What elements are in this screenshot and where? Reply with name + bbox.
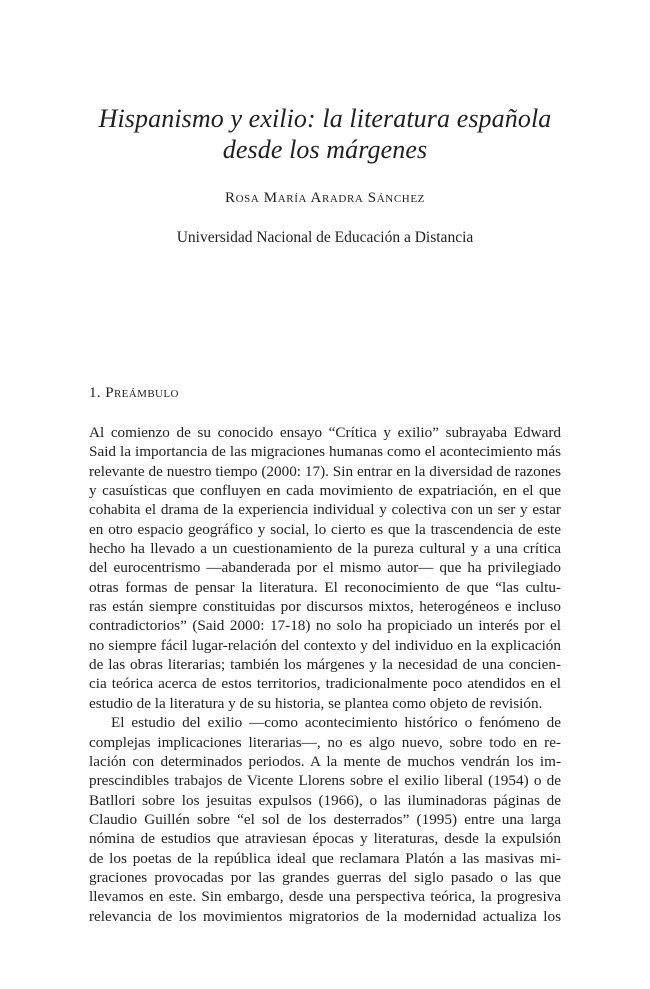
text-line: llevamos en este. Sin embargo, desde una perspectiva teórica, la progresiva [89,888,561,906]
text-line: complejas implicaciones literarias—, no es algo nuevo, sobre todo en re- [89,733,561,751]
text-line: estudio de la literatura y de su historia, se plantea como objeto de revisión. [89,694,543,712]
text-line: cohabita el drama de la experiencia individual y colectiva con un ser y estar [89,501,561,519]
text-line: de los poetas de la república ideal que reclamara Platón a las masivas mi- [89,849,561,867]
text-line: ras están siempre constituidas por discursos mixtos, heterogéneos e incluso [89,598,561,616]
text-line: nómina de estudios que atraviesan épocas y literaturas, desde la expulsión [89,830,561,848]
article-title-line-1: Hispanismo y exilio: la literatura española [98,104,552,133]
text-line: no siempre fácil lugar-relación del contexto y del individuo en la explicación [89,636,561,654]
text-line: Al comienzo de su conocido ensayo “Crítica y exilio” subrayaba Edward [89,424,561,441]
body-text [89,423,561,926]
text-line: contradictorios” (Said 2000: 17-18) no solo ha propiciado un interés por el [89,617,561,635]
text-line: graciones provocadas por las grandes guerras del siglo pasado o las que [89,868,561,886]
text-line: prescindibles trabajos de Vicente Llorens sobre el exilio liberal (1954) o de [89,772,561,790]
text-line: cia teórica acerca de estos territorios, tradicionalmente poco atendidos en el [89,675,561,693]
text-line: en otro espacio geográfico y social, lo cierto es que la trascendencia de este [89,520,561,538]
text-line: lación con determinados periodos. A la mente de muchos vendrán los im- [89,752,561,770]
text-line: del eurocentrismo —abanderada por el mismo autor— que ha privilegiado [89,559,561,577]
author-affiliation: Universidad Nacional de Educación a Distancia [176,229,474,246]
text-line: Claudio Guillén sobre “el sol de los desterrados” (1995) entre una larga [89,810,561,828]
author-name: Rosa María Aradra Sánchez [225,190,425,206]
text-line: Said la importancia de las migraciones humanas como el acontecimiento más [89,443,561,461]
text-line: relevante de nuestro tiempo (2000: 17). Sin entrar en la diversidad de razones [89,462,561,480]
article-title [0,103,650,165]
text-line: y casuísticas que confluyen en cada movimiento de expatriación, en el que [89,482,561,500]
text-line: El estudio del exilio —como acontecimiento histórico o fenómeno de [111,714,561,732]
text-line: otras formas de pensar la literatura. El reconocimiento de que “las cultu- [89,578,561,596]
section-heading: 1. Preámbulo [89,385,179,401]
text-line: relevancia de los movimientos migratorios de la modernidad actualiza los [89,907,561,925]
text-line: hecho ha llevado a un cuestionamiento de la pureza cultural y a una crítica [89,540,561,558]
text-line: de las obras literarias; también los márgenes y la necesidad de una concien- [89,656,561,674]
article-title-line-2: desde los márgenes [222,135,428,164]
text-line: Batllori sobre los jesuitas expulsos (1966), o las iluminadoras páginas de [89,791,561,809]
